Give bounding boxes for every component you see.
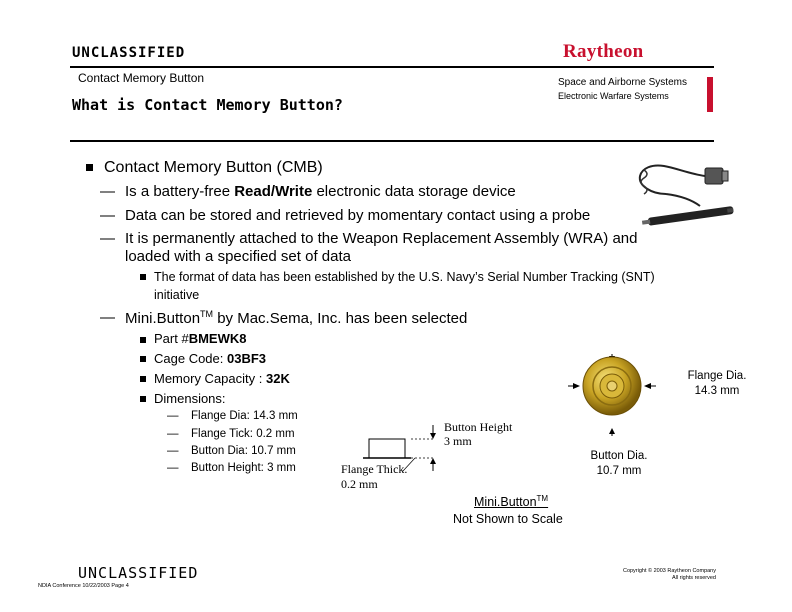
dim-flange-thick: Flange Tick: 0.2 mm: [191, 428, 295, 440]
dim-dash: —: [167, 428, 179, 440]
feature-line-wra-cont: loaded with a specified set of data: [125, 248, 351, 265]
conference-footer: NDIA Conference 10/22/2003 Page 4: [38, 583, 129, 589]
dim-dash: —: [167, 445, 179, 457]
dim-flange-dia: Flange Dia: 14.3 mm: [191, 410, 298, 422]
spec-dimensions: Dimensions:: [154, 391, 226, 406]
dash-marker: —: [100, 207, 115, 224]
flange-thick-value: 0.2 mm: [341, 477, 378, 491]
diagram-caption-name: Mini.Button: [474, 495, 537, 510]
diagram-caption-tm: TM: [536, 494, 549, 503]
main-bullet-marker: [86, 164, 93, 171]
feature-line-wra: It is permanently attached to the Weapon Replacement Assembly (WRA) and: [125, 230, 638, 247]
feature-line-read-write: [125, 183, 516, 200]
dim-button-dia: Button Dia: 10.7 mm: [191, 445, 296, 457]
dim-button-height: Button Height: 3 mm: [191, 462, 296, 474]
classification-footer: UNCLASSIFIED: [78, 564, 199, 582]
rights-line: All rights reserved: [671, 575, 716, 581]
minibutton-name: Mini.Button: [125, 310, 201, 327]
feature-line-read-write-bold: Read/Write: [234, 183, 313, 200]
dim-dash: —: [167, 410, 179, 422]
feature-line-probe: Data can be stored and retrieved by momentary contact using a probe: [125, 207, 591, 224]
trademark-mark: TM: [200, 309, 214, 319]
spec-part-label: Part #: [154, 331, 189, 346]
sub-bullet-marker: [140, 274, 146, 280]
spec-memory-value: 32K: [265, 371, 290, 386]
dash-marker: —: [100, 230, 115, 247]
subdivision-name: Electronic Warfare Systems: [558, 91, 669, 101]
feature-line-read-write-post: electronic data storage device: [312, 183, 516, 200]
snt-note-cont: initiative: [154, 288, 200, 302]
main-bullet: Contact Memory Button (CMB): [104, 159, 323, 176]
minibutton-top-view: [568, 352, 658, 442]
title-rule: [70, 140, 714, 142]
minibutton-selected: [125, 309, 467, 327]
spec-cage-label: Cage Code:: [154, 351, 227, 366]
button-height-label: Button Height: [444, 420, 513, 434]
flange-thick-label: Flange Thick.: [341, 462, 408, 476]
raytheon-logo: Raytheon: [563, 41, 644, 62]
spec-cage-code: [154, 351, 266, 366]
diagram-caption-note: Not Shown to Scale: [453, 512, 563, 526]
spec-memory-label: Memory Capacity :: [154, 371, 266, 386]
spec-part-value: BMEWK8: [188, 331, 247, 346]
spec-bullet-marker: [140, 356, 146, 362]
button-dia-value: 10.7 mm: [596, 465, 642, 477]
page-title: What is Contact Memory Button?: [72, 96, 343, 114]
spec-bullet-marker: [140, 376, 146, 382]
copyright-line: Copyright © 2003 Raytheon Company: [622, 568, 716, 574]
spec-part-number: [154, 331, 246, 346]
spec-cage-value: 03BF3: [227, 351, 267, 366]
classification-header: UNCLASSIFIED: [72, 45, 186, 61]
flange-dia-label: Flange Dia.: [687, 370, 747, 382]
feature-line-read-write-pre: Is a battery-free: [125, 183, 235, 200]
red-accent-bar: [707, 77, 713, 112]
diagram-caption-title: [474, 494, 548, 509]
spec-bullet-marker: [140, 396, 146, 402]
spec-bullet-marker: [140, 337, 146, 343]
division-name: Space and Airborne Systems: [558, 77, 687, 88]
dim-dash: —: [167, 462, 179, 474]
button-height-value: 3 mm: [444, 434, 472, 448]
spec-memory: [154, 371, 290, 386]
minibutton-vendor: by Mac.Sema, Inc. has been selected: [213, 310, 468, 327]
snt-note: The format of data has been established by the U.S. Navy’s Serial Number Tracking (SNT): [154, 270, 655, 284]
flange-dia-value: 14.3 mm: [694, 385, 740, 397]
probe-cable-image: [630, 160, 735, 240]
header-rule: [70, 66, 714, 68]
presentation-subtitle: Contact Memory Button: [78, 71, 205, 85]
dash-marker: —: [100, 309, 115, 326]
button-dia-label: Button Dia.: [590, 450, 648, 462]
dash-marker: —: [100, 183, 115, 200]
